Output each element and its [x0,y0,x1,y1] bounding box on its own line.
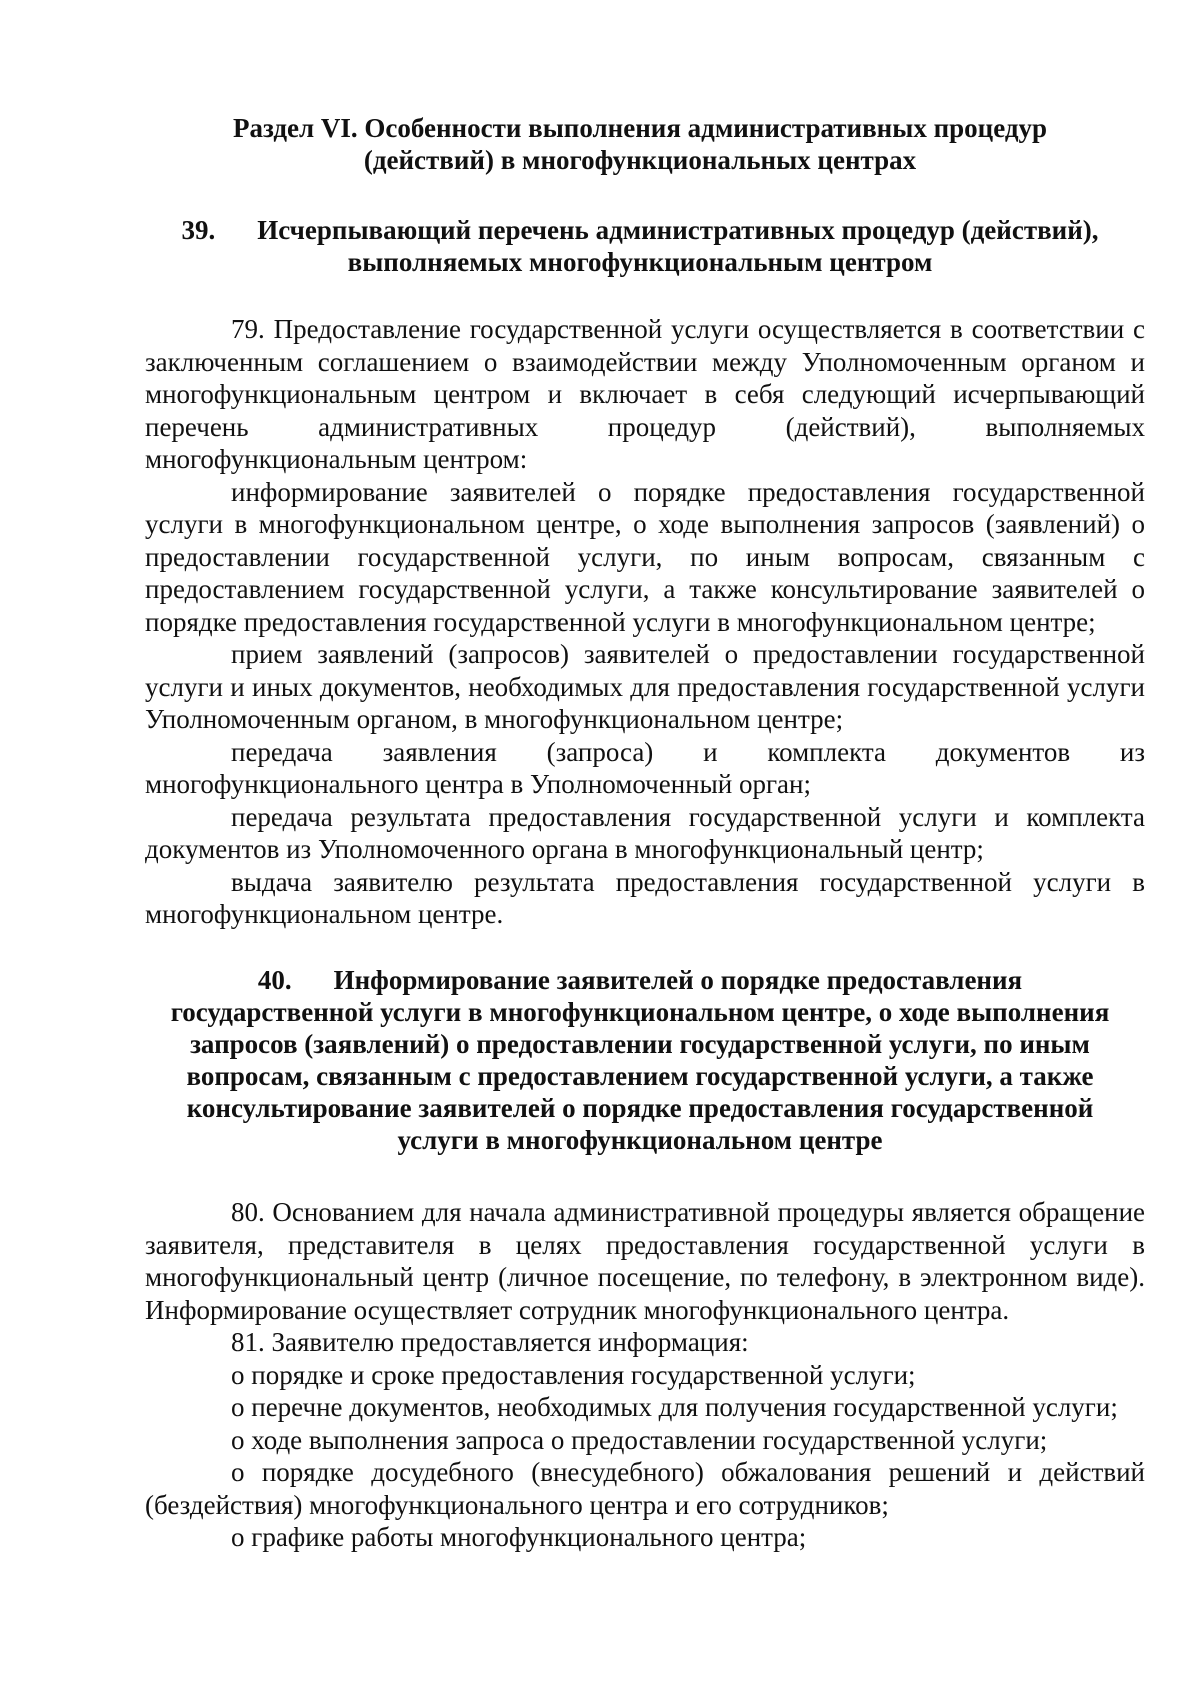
paragraph-81-item-progress: о ходе выполнения запроса о предоставлении государственной услуги; [231,1424,1048,1455]
subsection-40-number: 40. [257,965,292,995]
paragraph-79-intro: 79. Предоставление государственной услуги осуществляется в соответствии с заключенным соглашением о взаимодействии между Уполномоченным органом и многофункциональным центром и включает в себя следующий исчерпывающий перечень административных процедур (действий), выполняемых многофункциональным центром: [145,314,1145,474]
subsection-40-line-4: вопросам, связанным с предоставлением государственной услуги, а также [186,1061,1094,1091]
subsection-40-heading [140,964,1140,1156]
paragraph-79-item-reception: прием заявлений (запросов) заявителей о предоставлении государственной услуги и иных документов, необходимых для предоставления государственной услуги Уполномоченным органом, в многофункциональном центре; [145,639,1145,734]
subsection-39-number: 39. [181,215,216,245]
paragraph-79-item-issuance: выдача заявителю результата предоставления государственной услуги в многофункциональном центре. [145,866,1145,929]
paragraph-80-block [145,1196,1145,1554]
paragraph-81-intro: 81. Заявителю предоставляется информация: [231,1327,749,1357]
paragraph-81-item-procedure: о порядке и сроке предоставления государственной услуги; [231,1359,916,1390]
subsection-40-line-5: консультирование заявителей о порядке предоставления государственной [186,1093,1094,1123]
paragraph-81-item-documents: о перечне документов, необходимых для получения государственной услуги; [231,1392,1118,1422]
paragraph-79-item-informing: информирование заявителей о порядке предоставления государственной услуги в многофункциональном центре, о ходе выполнения запросов (заявлений) о предоставлении государственной услуги, по иным вопросам, связанным с предоставлением государственной услуги, а также консультирование заявителей о порядке предоставления государственной услуги в многофункциональном центре; [145,476,1145,637]
paragraph-79-item-transfer-to-center: передача результата предоставления государственной услуги и комплекта документов из Уполномоченного органа в многофункциональный центр; [145,801,1145,864]
section-title-line-1: Раздел VI. Особенности выполнения административных процедур [232,113,1048,143]
paragraph-79-item-transfer-to-authority: передача заявления (запроса) и комплекта документов из многофункционального центра в Уполномоченный орган; [145,736,1145,799]
paragraph-81-item-appeal: о порядке досудебного (внесудебного) обжалования решений и действий (бездействия) многофункционального центра и его сотрудников; [145,1457,1145,1520]
subsection-40-line-3: запросов (заявлений) о предоставлении государственной услуги, по иным [190,1029,1090,1059]
subsection-39-line-1 [140,214,1140,246]
paragraph-80-basis: 80. Основанием для начала административной процедуры является обращение заявителя, представителя в целях предоставления государственной услуги в многофункциональный центр (личное посещение, по телефону, в электронном виде). Информирование осуществляет сотрудник многофункционального центра. [145,1197,1145,1325]
subsection-40-line-1 [140,964,1140,996]
section-title-line-2: (действий) в многофункциональных центрах [363,145,917,175]
subsection-39-title-part-1: Исчерпывающий перечень административных процедур (действий), [257,215,1099,245]
subsection-39-heading [140,214,1140,278]
subsection-40-line-6: услуги в многофункциональном центре [397,1125,883,1155]
subsection-40-title-part-1: Информирование заявителей о порядке предоставления [333,965,1023,995]
paragraph-81-item-schedule: о графике работы многофункционального центра; [231,1522,807,1552]
subsection-39-line-2: выполняемых многофункциональным центром [347,247,933,277]
paragraph-79-block [145,313,1145,931]
subsection-40-line-2: государственной услуги в многофункциональном центре, о ходе выполнения [170,997,1110,1027]
section-title [140,112,1140,176]
